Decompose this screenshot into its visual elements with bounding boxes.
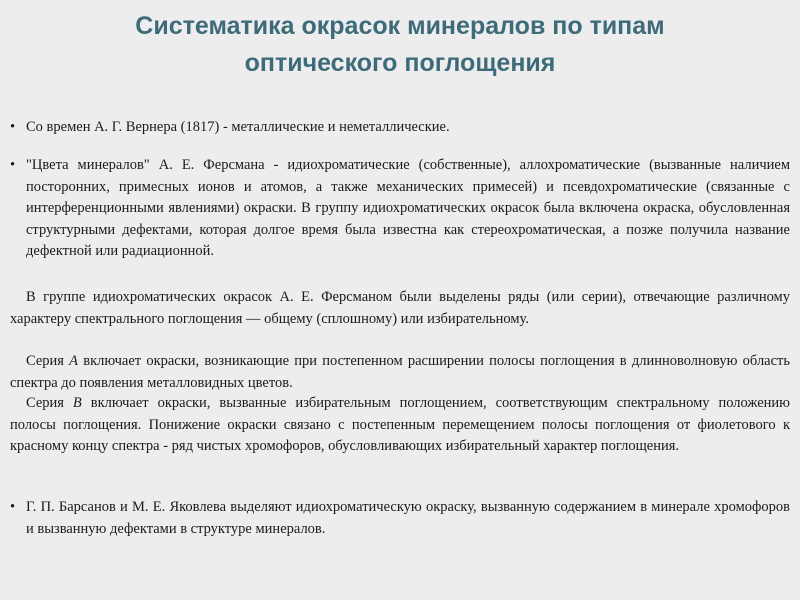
bullet-item-barsanov [10,497,790,540]
series-b-prefix: Серия [26,395,73,411]
series-b-text: включает окраски, вызванные избирательным поглощением, соответствующим спектральному положению полосы поглощения. Понижение окраски связано с постепенным перемещением полосы поглощения от фиолетового к красному концу спектра - ряд чистых хромофоров, обусловливающих избирательный характер поглощения. [10,395,790,454]
bullet-icon: • [10,119,16,135]
bullet-icon: • [10,157,16,173]
bullet-text: Со времен А. Г. Вернера (1817) - металлические и неметаллические. [26,119,450,135]
bullet-text: Г. П. Барсанов и М. Е. Яковлева выделяют идиохроматическую окраску, вызванную содержанием в минерале хромофоров и вызванную дефектами в структуре минералов. [26,499,790,537]
bullet-icon: • [10,499,16,515]
bullet-item-werner [10,117,790,139]
page-title [60,8,740,82]
title-line-1: Систематика окрасок минералов по типам [135,12,665,40]
bullet-text: "Цвета минералов" А. Е. Ферсмана - идиохроматические (собственные), аллохроматические (вызванные наличием посторонних, примесных ионов и атомов, а также механических примесей) и псевдохроматические (связанные с интерференционными явлениями) окраски. В группу идиохроматических окрасок была включена окраска, обусловленная структурными дефектами, которая долгое время была известна как стереохроматическая, а позже получила название дефектной или радиационной. [26,157,790,259]
paragraph-series-groups: В группе идиохроматических окрасок А. Е. Ферсманом были выделены ряды (или серии), отвечающие различному характеру спектрального поглощения — общему (сплошному) или избирательному. [10,289,790,327]
series-a-text: включает окраски, возникающие при постепенном расширении полосы поглощения в длинноволновую область спектра до появления металловидных цветов. [10,353,790,391]
paragraph-series-a [10,351,790,394]
series-b-letter: В [72,395,82,411]
bullet-item-fersman [10,155,790,263]
paragraph-series-b [10,393,790,458]
series-a-letter: А [69,353,79,369]
series-a-prefix: Серия [26,353,70,369]
title-line-2: оптического поглощения [244,49,556,77]
